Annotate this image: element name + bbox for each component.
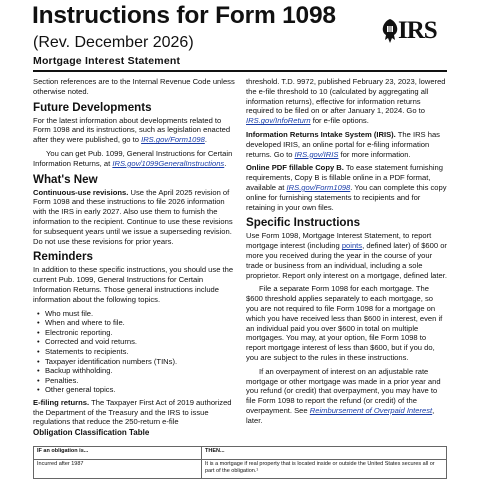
form1098-pdf-link[interactable]: IRS.gov/Form1098 bbox=[286, 182, 351, 192]
separate-form-text: File a separate Form 1098 for each mortgage. The $600 threshold applies separately to each mortgage, so you are not required to file Form 1098 for a mortgage on which you have received less than $600 in interest, even if an individual paid you over $600 in total on multiple mortgages. You may, at your option, file Form 1098 to report mortgage interest of less than $600, but if you do, you are subject to the rules in these instructions. bbox=[246, 284, 443, 362]
general-instructions-link[interactable]: IRS.gov/1099GeneralInstructions bbox=[112, 158, 225, 168]
list-item: • Taxpayer identification numbers (TINs). bbox=[37, 357, 240, 367]
right-column bbox=[246, 77, 447, 430]
table-title: Obligation Classification Table bbox=[33, 428, 150, 437]
page-title: Instructions for Form 1098 bbox=[32, 2, 336, 29]
obligation-classification-table bbox=[33, 446, 447, 479]
reimbursement-link[interactable]: Reimbursement of Overpaid Interest bbox=[309, 405, 433, 415]
iris-link[interactable]: IRS.gov/IRIS bbox=[294, 149, 339, 159]
list-item: • When and where to file. bbox=[37, 318, 240, 328]
left-column bbox=[33, 77, 240, 431]
future-developments-heading: Future Developments bbox=[33, 100, 152, 114]
reminders-text: In addition to these specific instructions, you should use the current Pub. 1099, General Instructions for Certain Information Returns. Those general instructions include information about the following topics. bbox=[33, 265, 234, 304]
column-header: IF an obligation is... bbox=[34, 447, 202, 460]
specific-instructions-text: Use Form 1098, Mortgage Interest Statement, to report mortgage interest (including points, defined later) of $600 or more you received during the year in the course of your trade or business from an individual, including a sole proprietor. Report only interest on a mortgage, defined later. bbox=[246, 231, 447, 280]
reminders-heading: Reminders bbox=[33, 250, 93, 264]
table-cell: It is a mortgage if real property that is located inside or outside the United States secures all or part of the obligation.¹ bbox=[202, 460, 447, 479]
pub1099-text: You can get Pub. 1099, General Instructions for Certain Information Returns, at IRS.gov/1099GeneralInstructions. bbox=[33, 148, 233, 168]
logo-text: IRS bbox=[398, 17, 437, 44]
whats-new-heading: What's New bbox=[33, 172, 98, 186]
inforeturn-link[interactable]: IRS.gov/InfoReturn bbox=[246, 116, 311, 126]
table-cell: Incurred after 1987 bbox=[34, 460, 202, 479]
efile-threshold-text: threshold. T.D. 9972, published February 23, 2023, lowered the e-file threshold to 10 (calculated by aggregating all information returns), effective for information returns required to be filed on or after January 1, 2024. Go to IRS.gov/InfoReturn for e-file options. bbox=[246, 77, 446, 126]
form1098-link[interactable]: IRS.gov/Form1098 bbox=[141, 135, 205, 145]
continuous-use-text: Continuous-use revisions. Use the April 2025 revision of Form 1098 and these instructions to file 2026 information with the IRS in early 2027. Also use them to furnish the information to the recipient. Continue to use these revisions for subsequent years until we issue a superseding revision. Do not use these revisions for prior years. bbox=[33, 187, 233, 246]
list-item: • Backup withholding. bbox=[37, 366, 240, 376]
pdf-fillable-text: Online PDF fillable Copy B. To ease statement furnishing requirements, Copy B is fillable online in a PDF format, available at IRS.gov/Form1098. You can complete this copy online for furnishing statements to recipients and for retaining in your own files. bbox=[246, 163, 447, 212]
specific-instructions-heading: Specific Instructions bbox=[246, 216, 361, 230]
future-developments-text: For the latest information about developments related to Form 1098 and its instructions, such as legislation enacted after they were published, go to IRS.gov/Form1098. bbox=[33, 115, 231, 145]
list-item: • Penalties. bbox=[37, 376, 240, 386]
column-header: THEN... bbox=[202, 447, 447, 460]
list-item: • Other general topics. bbox=[37, 385, 240, 395]
form-subtitle: Mortgage Interest Statement bbox=[33, 55, 181, 67]
list-item: • Statements to recipients. bbox=[37, 347, 240, 357]
revision-date: (Rev. December 2026) bbox=[33, 34, 194, 51]
irs-logo bbox=[381, 18, 451, 46]
intro-text: Section references are to the Internal Revenue Code unless otherwise noted. bbox=[33, 77, 235, 96]
list-item: • Who must file. bbox=[37, 309, 240, 319]
table-header-row bbox=[34, 447, 447, 460]
efiling-text: E-filing returns. The Taxpayer First Act of 2019 authorized the Department of the Treasury and the IRS to issue regulations that reduce the 250-return e-file bbox=[33, 397, 232, 427]
iris-text: Information Returns Intake System (IRIS). The IRS has developed IRIS, an online portal for e-filing information returns. Go to IRS.gov/IRIS for more information. bbox=[246, 129, 440, 159]
list-item: • Electronic reporting. bbox=[37, 328, 240, 338]
table-row bbox=[34, 460, 447, 479]
list-item: • Corrected and void returns. bbox=[37, 337, 240, 347]
header-divider bbox=[33, 70, 447, 72]
overpayment-text: If an overpayment of interest on an adjustable rate mortgage or other mortgage was made in a prior year and you refund (or credit) that overpayment, you may have to file Form 1098 to report the refund (or credit) of the overpayment. See Reimbursement of Overpaid Interest, later. bbox=[246, 366, 441, 425]
topics-list bbox=[33, 309, 240, 395]
irs-eagle-logo-icon bbox=[381, 18, 399, 44]
points-link[interactable]: points bbox=[341, 241, 363, 251]
